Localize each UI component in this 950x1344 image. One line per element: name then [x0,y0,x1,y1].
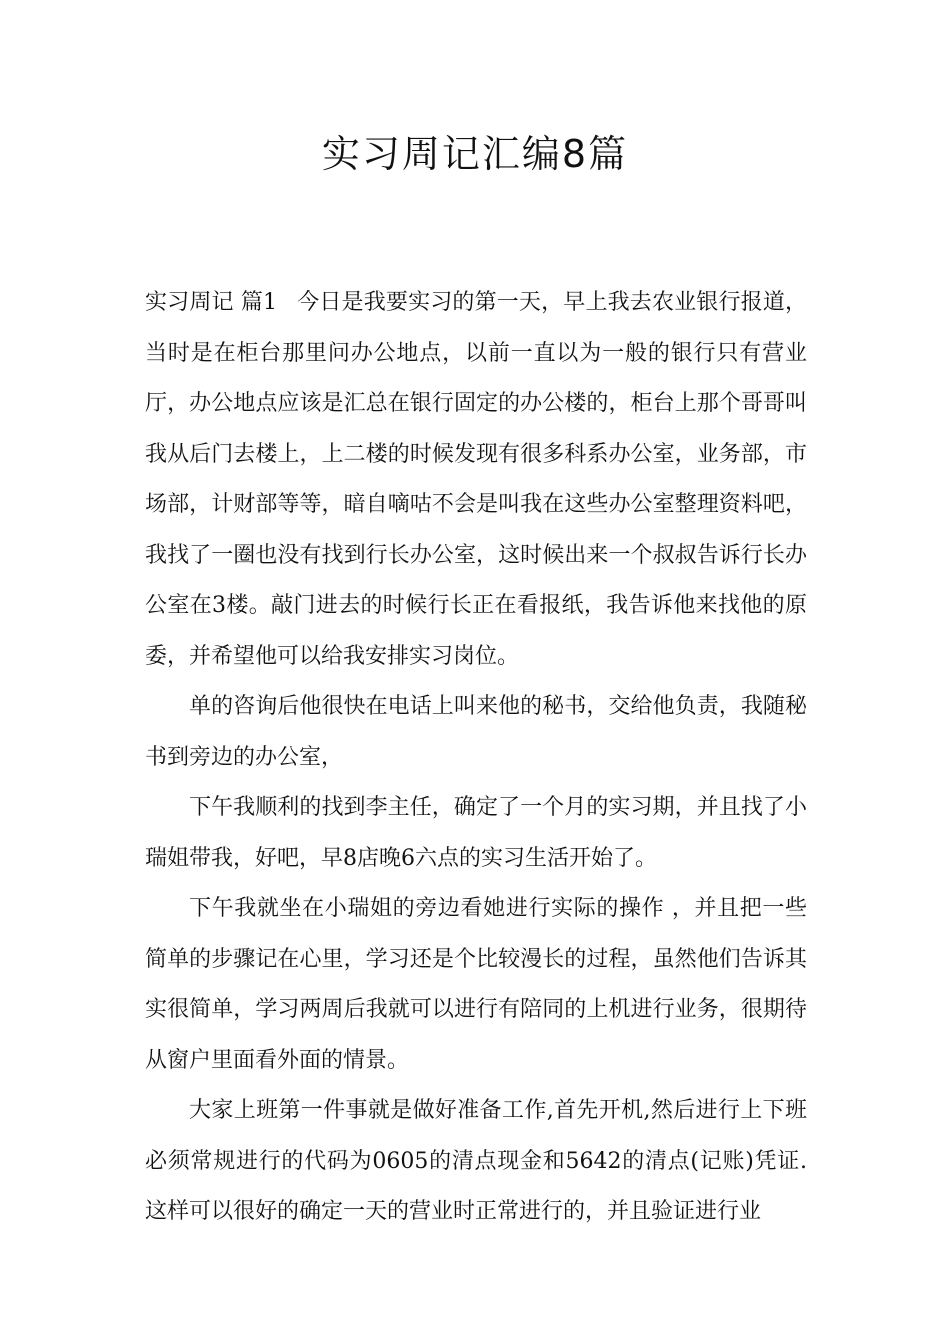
paragraph-5: 大家上班第一件事就是做好准备工作,首先开机,然后进行上下班必须常规进行的代码为0605的清点现金和5642的清点(记账)凭证.这样可以很好的确定一天的营业时正常进行的，并且验证进行业 [145,1098,807,1224]
paragraph-1 [145,278,807,682]
paragraph-4: 下午我就坐在小瑞姐的旁边看她进行实际的操作 ，并且把一些简单的步骤记在心里，学习还是个比较漫长的过程，虽然他们告诉其实很简单，学习两周后我就可以进行有陪同的上机进行业务，很期待从窗户里面看外面的情景。 [145,896,807,1073]
paragraph-3: 下午我顺利的找到李主任，确定了一个月的实习期，并且找了小瑞姐带我，好吧，早8店晚6六点的实习生活开始了。 [145,795,807,871]
document-title: 实习周记汇编8篇 [321,132,629,176]
paragraph-1-text: 今日是我要实习的第一天，早上我去农业银行报道，当时是在柜台那里问办公地点，以前一直以为一般的银行只有营业厅，办公地点应该是汇总在银行固定的办公楼的，柜台上那个哥哥叫我从后门去楼上，上二楼的时候发现有很多科系办公室，业务部，市场部，计财部等等，暗自嘀咕不会是叫我在这些办公室整理资料吧，我找了一圈也没有找到行长办公室，这时候出来一个叔叔告诉行长办公室在3楼。敲门进去的时候行长正在看报纸，我告诉他来找他的原委，并希望他可以给我安排实习岗位。 [145,290,807,669]
section-label: 实习周记 篇1 [145,290,278,315]
paragraph-2: 单的咨询后他很快在电话上叫来他的秘书，交给他负责，我随秘书到旁边的办公室， [145,694,807,770]
document-body [145,278,807,1238]
